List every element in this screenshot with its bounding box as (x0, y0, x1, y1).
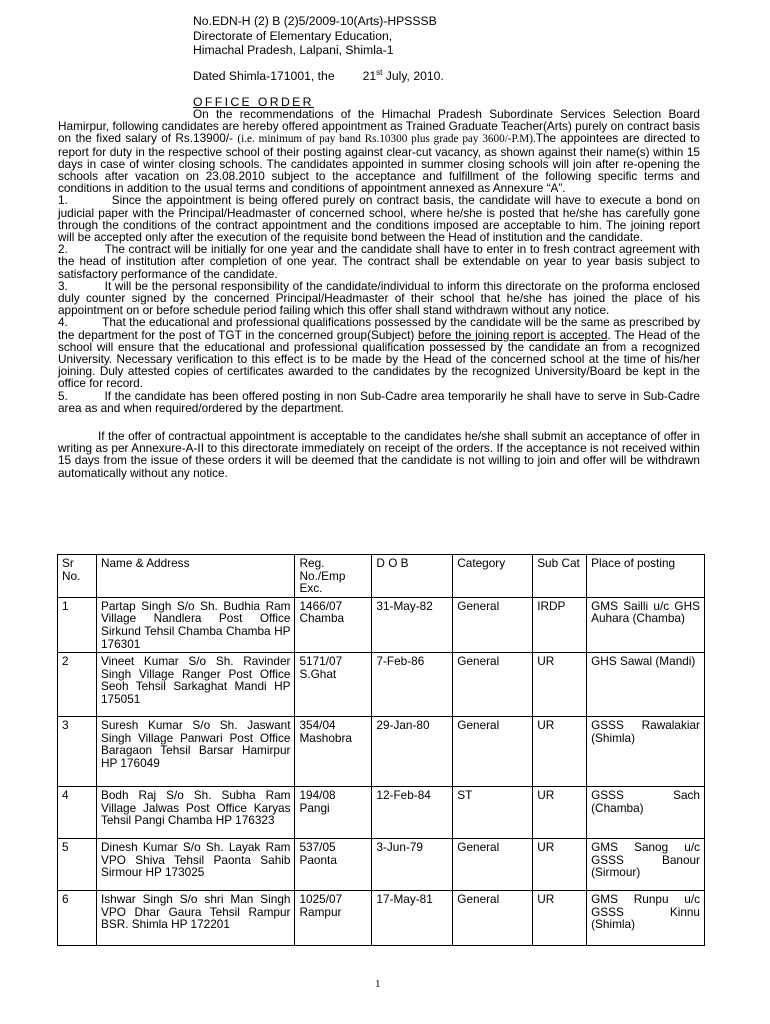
header-sub-cat: Sub Cat (533, 555, 587, 598)
condition-1 (58, 194, 700, 243)
table-row (58, 891, 705, 946)
order-body (58, 108, 700, 479)
cell-sr-no: 2 (58, 653, 97, 717)
cell-place-of-posting: GMS Sailli u/c GHS Auhara (Chamba) (587, 597, 705, 652)
cell-name-address: Partap Singh S/o Sh. Budhia Ram Village Nandlera Post Office Sirkund Tehsil Chamba Chamba HP 176301 (96, 597, 295, 652)
cell-sub-cat: UR (533, 891, 587, 946)
cell-sub-cat: UR (533, 839, 587, 891)
date-suffix: st (376, 68, 383, 77)
office-name: Directorate of Elementary Education, (193, 28, 393, 43)
dated-prefix: Dated Shimla-171001, the (193, 69, 335, 84)
cell-reg-no: 5171/07 S.Ghat (295, 653, 372, 717)
header-dob: D O B (372, 555, 453, 598)
pay-note: (i.e. minimum of pay band Rs.10300 plus grade pay 3600/-P.M). (237, 133, 536, 146)
date-rest: July, 2010. (382, 69, 444, 84)
table-row (58, 717, 705, 787)
condition-text: It will be the personal responsibility of the candidate/individual to inform this directorate on the proforma enclosed duly counter signed by the concerned Principal/Headmaster of their school that he/she has joined the place of his appointment on or before schedule period failing which this offer shall stand withdrawn without any notice. (58, 278, 700, 318)
cell-place-of-posting: GMS Sanog u/c GSSS Banour (Sirmour) (587, 839, 705, 891)
condition-text: If the candidate has been offered posting in non Sub-Cadre area temporarily he shall have to serve in Sub-Cadre area as and when required/ordered by the department. (58, 388, 700, 415)
condition-3 (58, 280, 700, 317)
condition-number: 2. (58, 242, 68, 257)
header-category: Category (453, 555, 533, 598)
cell-place-of-posting: GHS Sawal (Mandi) (587, 653, 705, 717)
cell-category: General (453, 597, 533, 652)
page-number: 1 (375, 978, 381, 990)
cell-category: General (453, 653, 533, 717)
cell-reg-no: 1025/07 Rampur (295, 891, 372, 946)
intro-text-2: The appointees are directed to report for duty in the respective school of their posting against clear-cut vacancy, as shown against their name(s) within 15 days in case of winter closing schools. The candidates appointed in summer closing schools will join after re-opening the schools after vacation on 23.08.2010 subject to the acceptance and fulfillment of the following specific terms and conditions in addition to the usual terms and conditions of appointment annexed as Annexure “A”. (58, 131, 700, 196)
condition-5 (58, 390, 700, 414)
condition-underlined-text: before the joining report is accepted (417, 327, 608, 342)
cell-reg-no: 1466/07 Chamba (295, 597, 372, 652)
cell-dob: 12-Feb-84 (372, 787, 453, 839)
cell-name-address: Suresh Kumar S/o Sh. Jaswant Singh Village Panwari Post Office Baragaon Tehsil Barsar Hamirpur HP 176049 (96, 717, 295, 787)
cell-sub-cat: UR (533, 787, 587, 839)
cell-sub-cat: UR (533, 653, 587, 717)
condition-text: That the educational and professional qualifications possessed by the candidate will be the same as prescribed by the department for the post of TGT in the concerned group(Subject) (58, 315, 701, 342)
cell-category: General (453, 717, 533, 787)
cell-sr-no: 1 (58, 597, 97, 652)
cell-dob: 17-May-81 (372, 891, 453, 946)
table-row (58, 653, 705, 717)
cell-sub-cat: UR (533, 717, 587, 787)
cell-sr-no: 5 (58, 839, 97, 891)
cell-dob: 31-May-82 (372, 597, 453, 652)
office-address: Himachal Pradesh, Lalpani, Shimla-1 (193, 43, 394, 57)
candidates-table (57, 554, 705, 946)
letter-header (193, 14, 437, 58)
table-header-row (58, 555, 705, 598)
condition-4 (58, 316, 700, 389)
cell-place-of-posting: GSSS Sach (Chamba) (587, 787, 705, 839)
condition-text: Since the appointment is being offered purely on contract basis, the candidate will have to execute a bond on judicial paper with the Principal/Headmaster of concerned school, where he/she is posted that he/she has carefully gone through the conditions of the contract appointment and the conditions imposed are acceptable to him. The joining report will be accepted only after the execution of the requisite bond between the Head of institution and the candidate. (58, 193, 701, 245)
condition-2 (58, 243, 700, 280)
cell-dob: 3-Jun-79 (372, 839, 453, 891)
cell-place-of-posting: GSSS Rawalakiar (Shimla) (587, 717, 705, 787)
cell-category: General (453, 839, 533, 891)
header-place-of-posting: Place of posting (587, 555, 705, 598)
cell-reg-no: 194/08 Pangi (295, 787, 372, 839)
condition-text: The contract will be initially for one year and the candidate shall have to enter in to fresh contract agreement with the head of institution after completion of one year. The contract shall be extendable on year to year basis subject to satisfactory performance of the candidate. (58, 242, 700, 281)
condition-number: 4. (58, 315, 68, 330)
cell-dob: 29-Jan-80 (372, 717, 453, 787)
intro-paragraph (58, 108, 700, 194)
header-name-address: Name & Address (96, 555, 295, 598)
cell-reg-no: 354/04 Mashobra (295, 717, 372, 787)
cell-category: ST (453, 787, 533, 839)
dated-line (193, 68, 444, 83)
condition-number: 5. (58, 388, 68, 403)
office-order-title: OFFICE ORDER (193, 95, 314, 109)
cell-sr-no: 6 (58, 891, 97, 946)
condition-number: 1. (58, 193, 68, 208)
table-row (58, 839, 705, 891)
condition-number: 3. (58, 278, 68, 293)
condition-text: . The Head of the school will ensure that the educational and professional qualification possessed by the candidate an from a recognized University. Necessary verification to this effect is to be made by the Head of the concerned school at the time of his/her joining. Duly attested copies of certificates awarded to the candidates by the recognized University/Board be kept in the office for record. (58, 327, 701, 391)
acceptance-paragraph: If the offer of contractual appointment is acceptable to the candidates he/she shall submit an acceptance of offer in writing as per Annexure-A-II to this directorate immediately on receipt of the orders. If the acceptance is not received within 15 days from the issue of these orders it will be deemed that the candidate is not willing to join and offer will be withdrawn automatically without any notice. (58, 429, 700, 480)
cell-name-address: Vineet Kumar S/o Sh. Ravinder Singh Village Ranger Post Office Seoh Tehsil Sarkaghat Mandi HP 175051 (96, 653, 295, 717)
cell-name-address: Dinesh Kumar S/o Sh. Layak Ram VPO Shiva Tehsil Paonta Sahib Sirmour HP 173025 (96, 839, 295, 891)
table-row (58, 787, 705, 839)
cell-category: General (453, 891, 533, 946)
intro-text-1: On the recommendations of the Himachal Pradesh Subordinate Services Selection Board Hamirpur, following candidates are hereby offered appointment as Trained Graduate Teacher(Arts) purely on contract basis on the fixed salary of Rs.13900/- (58, 107, 700, 146)
cell-sr-no: 3 (58, 717, 97, 787)
table-row (58, 597, 705, 652)
cell-sr-no: 4 (58, 787, 97, 839)
cell-reg-no: 537/05 Paonta (295, 839, 372, 891)
cell-name-address: Ishwar Singh S/o shri Man Singh VPO Dhar Gaura Tehsil Rampur BSR. Shimla HP 172201 (96, 891, 295, 946)
cell-place-of-posting: GMS Runpu u/c GSSS Kinnu (Shimla) (587, 891, 705, 946)
reference-number: No.EDN-H (2) B (2)5/2009-10(Arts)-HPSSSB (193, 14, 437, 28)
header-reg-no: Reg. No./Emp Exc. (295, 555, 372, 598)
date-day: 21 (362, 69, 377, 84)
cell-name-address: Bodh Raj S/o Sh. Subha Ram Village Jalwas Post Office Karyas Tehsil Pangi Chamba HP 176323 (96, 787, 295, 839)
cell-sub-cat: IRDP (533, 597, 587, 652)
header-sr-no: Sr No. (58, 555, 97, 598)
cell-dob: 7-Feb-86 (372, 653, 453, 717)
